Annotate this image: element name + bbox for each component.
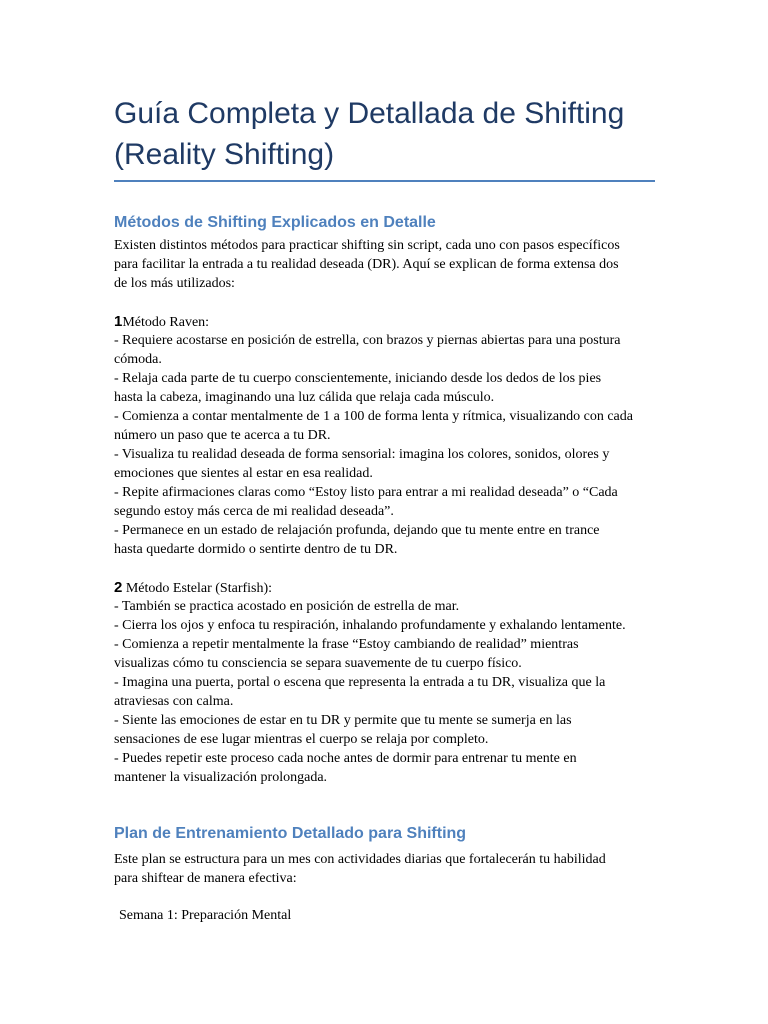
method-2-line: - Comienza a repetir mentalmente la frase “Estoy cambiando de realidad” mientras <box>114 637 579 652</box>
paragraph-line: para facilitar la entrada a tu realidad deseada (DR). Aquí se explican de forma extensa dos <box>114 257 619 272</box>
method-1-title <box>114 312 659 331</box>
method-2-line: - Cierra los ojos y enfoca tu respiración, inhalando profundamente y exhalando lentamente. <box>114 618 626 633</box>
week-1-label: Semana 1: Preparación Mental <box>119 908 292 923</box>
method-1-line: - Requiere acostarse en posición de estrella, con brazos y piernas abiertas para una postura <box>114 333 621 348</box>
paragraph-line: de los más utilizados: <box>114 276 235 291</box>
paragraph-line: Este plan se estructura para un mes con actividades diarias que fortalecerán tu habilidad <box>114 852 606 867</box>
method-2-line: - También se practica acostado en posición de estrella de mar. <box>114 599 460 614</box>
method-1-line: - Permanece en un estado de relajación profunda, dejando que tu mente entre en trance <box>114 523 600 538</box>
method-2-line: - Imagina una puerta, portal o escena que representa la entrada a tu DR, visualiza que la <box>114 675 606 690</box>
method-1-line: segundo estoy más cerca de mi realidad deseada”. <box>114 504 394 519</box>
section-heading-training-plan: Plan de Entrenamiento Detallado para Shifting <box>114 825 467 842</box>
method-2-line: - Siente las emociones de estar en tu DR y permite que tu mente se sumerja en las <box>114 713 572 728</box>
document-title <box>114 93 654 175</box>
method-2-line: - Puedes repetir este proceso cada noche antes de dormir para entrenar tu mente en <box>114 751 577 766</box>
paragraph-spacer <box>114 293 659 312</box>
method-1-line: hasta la cabeza, imaginando una luz cálida que relaja cada músculo. <box>114 390 495 405</box>
training-plan-body <box>114 850 659 888</box>
method-2-line: visualizas cómo tu consciencia se separa suavemente de tu cuerpo físico. <box>114 656 522 671</box>
section-heading-methods: Métodos de Shifting Explicados en Detalle <box>114 214 436 231</box>
method-1-line: - Repite afirmaciones claras como “Estoy listo para entrar a mi realidad deseada” o “Cada <box>114 485 618 500</box>
method-2-number: 2 <box>114 579 123 596</box>
method-1-line: - Relaja cada parte de tu cuerpo conscientemente, iniciando desde los dedos de los pies <box>114 371 602 386</box>
method-1-name: Método Raven: <box>122 315 210 330</box>
document-title-line-1: Guía Completa y Detallada de Shifting <box>114 97 625 130</box>
method-1-line: - Visualiza tu realidad deseada de forma sensorial: imagina los colores, sonidos, olores y <box>114 447 610 462</box>
title-underline <box>114 180 655 182</box>
method-1-line: cómoda. <box>114 352 162 367</box>
method-1-line: emociones que sientes al estar en esa realidad. <box>114 466 373 481</box>
method-2-line: atraviesas con calma. <box>114 694 234 709</box>
paragraph-spacer <box>114 559 659 578</box>
method-2-line: sensaciones de ese lugar mientras el cuerpo se relaja por completo. <box>114 732 489 747</box>
method-2-title <box>114 578 659 597</box>
method-1-line: - Comienza a contar mentalmente de 1 a 100 de forma lenta y rítmica, visualizando con cada <box>114 409 633 424</box>
method-1-line: número un paso que te acerca a tu DR. <box>114 428 331 443</box>
method-2-name: Método Estelar (Starfish): <box>122 581 273 596</box>
method-1-number: 1 <box>114 313 123 330</box>
document-title-line-2: (Reality Shifting) <box>114 138 335 171</box>
paragraph-line: Existen distintos métodos para practicar shifting sin script, cada uno con pasos específicos <box>114 238 620 253</box>
method-1-line: hasta quedarte dormido o sentirte dentro de tu DR. <box>114 542 398 557</box>
week-1-heading <box>119 906 664 925</box>
method-2-line: mantener la visualización prolongada. <box>114 770 328 785</box>
paragraph-line: para shiftear de manera efectiva: <box>114 871 297 886</box>
methods-section-body <box>114 236 659 787</box>
